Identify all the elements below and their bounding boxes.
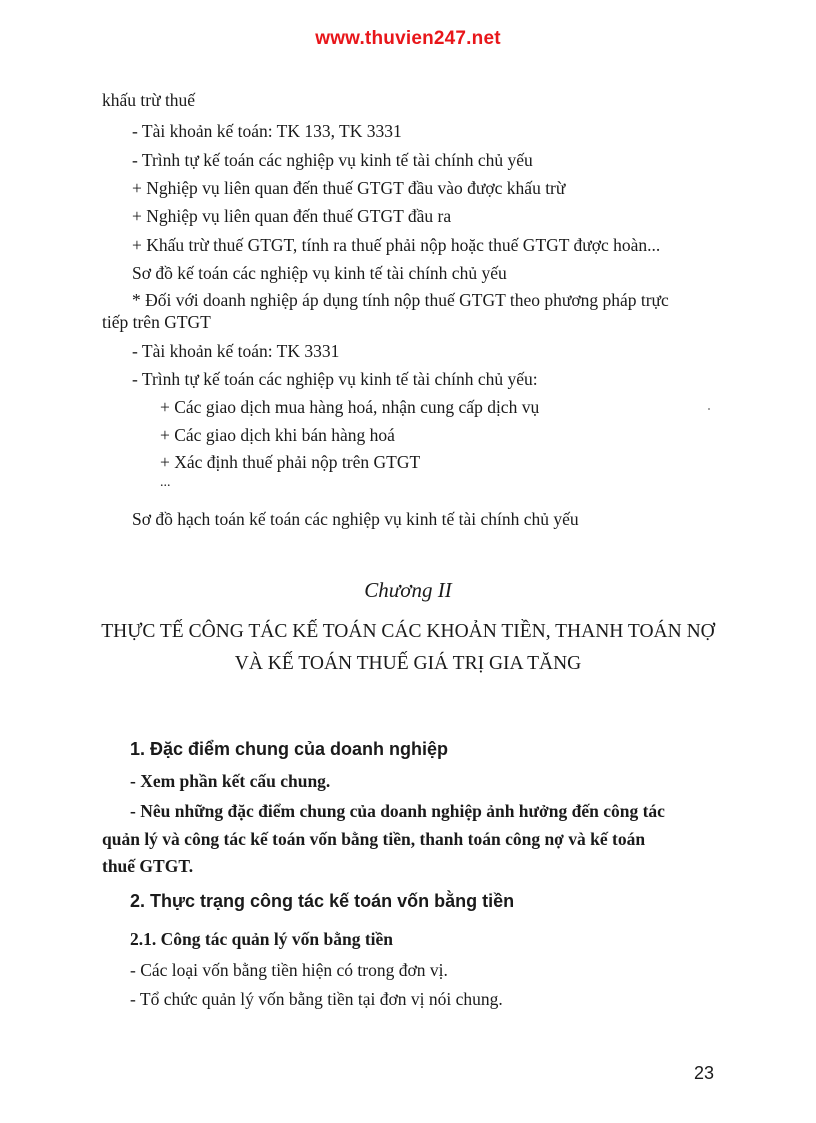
ellipsis: ...: [160, 475, 171, 490]
section-1-item: thuế GTGT.: [102, 856, 194, 876]
text-line: - Trình tự kế toán các nghiệp vụ kinh tế tài chính chủ yếu:: [132, 369, 538, 389]
text-line: + Các giao dịch khi bán hàng hoá: [160, 425, 395, 445]
section-2-title: 2. Thực trạng công tác kế toán vốn bằng tiền: [130, 891, 515, 911]
text-line: + Xác định thuế phải nộp trên GTGT: [160, 452, 421, 472]
section-1-item: - Nêu những đặc điểm chung của doanh nghiệp ảnh hưởng đến công tác: [130, 801, 665, 821]
section-2-item: - Các loại vốn bằng tiền hiện có trong đơn vị.: [130, 960, 448, 980]
page-number: 23: [694, 1063, 715, 1083]
text-line: + Nghiệp vụ liên quan đến thuế GTGT đầu ra: [132, 206, 452, 226]
text-line: + Nghiệp vụ liên quan đến thuế GTGT đầu vào được khấu trừ: [132, 178, 566, 198]
text-line: - Trình tự kế toán các nghiệp vụ kinh tế tài chính chủ yếu: [132, 150, 533, 170]
text-line: tiếp trên GTGT: [102, 312, 211, 332]
text-line: + Khấu trừ thuế GTGT, tính ra thuế phải nộp hoặc thuế GTGT được hoàn...: [132, 235, 661, 255]
text-line: - Tài khoản kế toán: TK 3331: [132, 341, 340, 361]
text-line: khấu trừ thuế: [102, 90, 196, 110]
text-line: - Tài khoản kế toán: TK 133, TK 3331: [132, 121, 402, 141]
chapter-heading-line1: THỰC TẾ CÔNG TÁC KẾ TOÁN CÁC KHOẢN TIỀN, THANH TOÁN NỢ: [101, 621, 715, 642]
chapter-title: Chương II: [364, 578, 452, 602]
scan-speck: [708, 408, 710, 410]
chapter-heading-line2: VÀ KẾ TOÁN THUẾ GIÁ TRỊ GIA TĂNG: [234, 653, 582, 674]
text-line: Sơ đồ hạch toán kế toán các nghiệp vụ kinh tế tài chính chủ yếu: [132, 509, 579, 529]
section-2-1-title: 2.1. Công tác quản lý vốn bằng tiền: [130, 929, 394, 949]
text-line: Sơ đồ kế toán các nghiệp vụ kinh tế tài chính chủ yếu: [132, 263, 507, 283]
section-2-item: - Tổ chức quản lý vốn bằng tiền tại đơn vị nói chung.: [130, 989, 503, 1009]
section-1-item: - Xem phần kết cấu chung.: [130, 771, 331, 791]
watermark-url: www.thuvien247.net: [315, 28, 501, 49]
section-1-title: 1. Đặc điểm chung của doanh nghiệp: [130, 739, 449, 759]
section-1-item: quản lý và công tác kế toán vốn bằng tiền, thanh toán công nợ và kế toán: [102, 829, 646, 849]
text-line: * Đối với doanh nghiệp áp dụng tính nộp thuế GTGT theo phương pháp trực: [132, 290, 669, 310]
text-line: + Các giao dịch mua hàng hoá, nhận cung cấp dịch vụ: [160, 397, 540, 417]
